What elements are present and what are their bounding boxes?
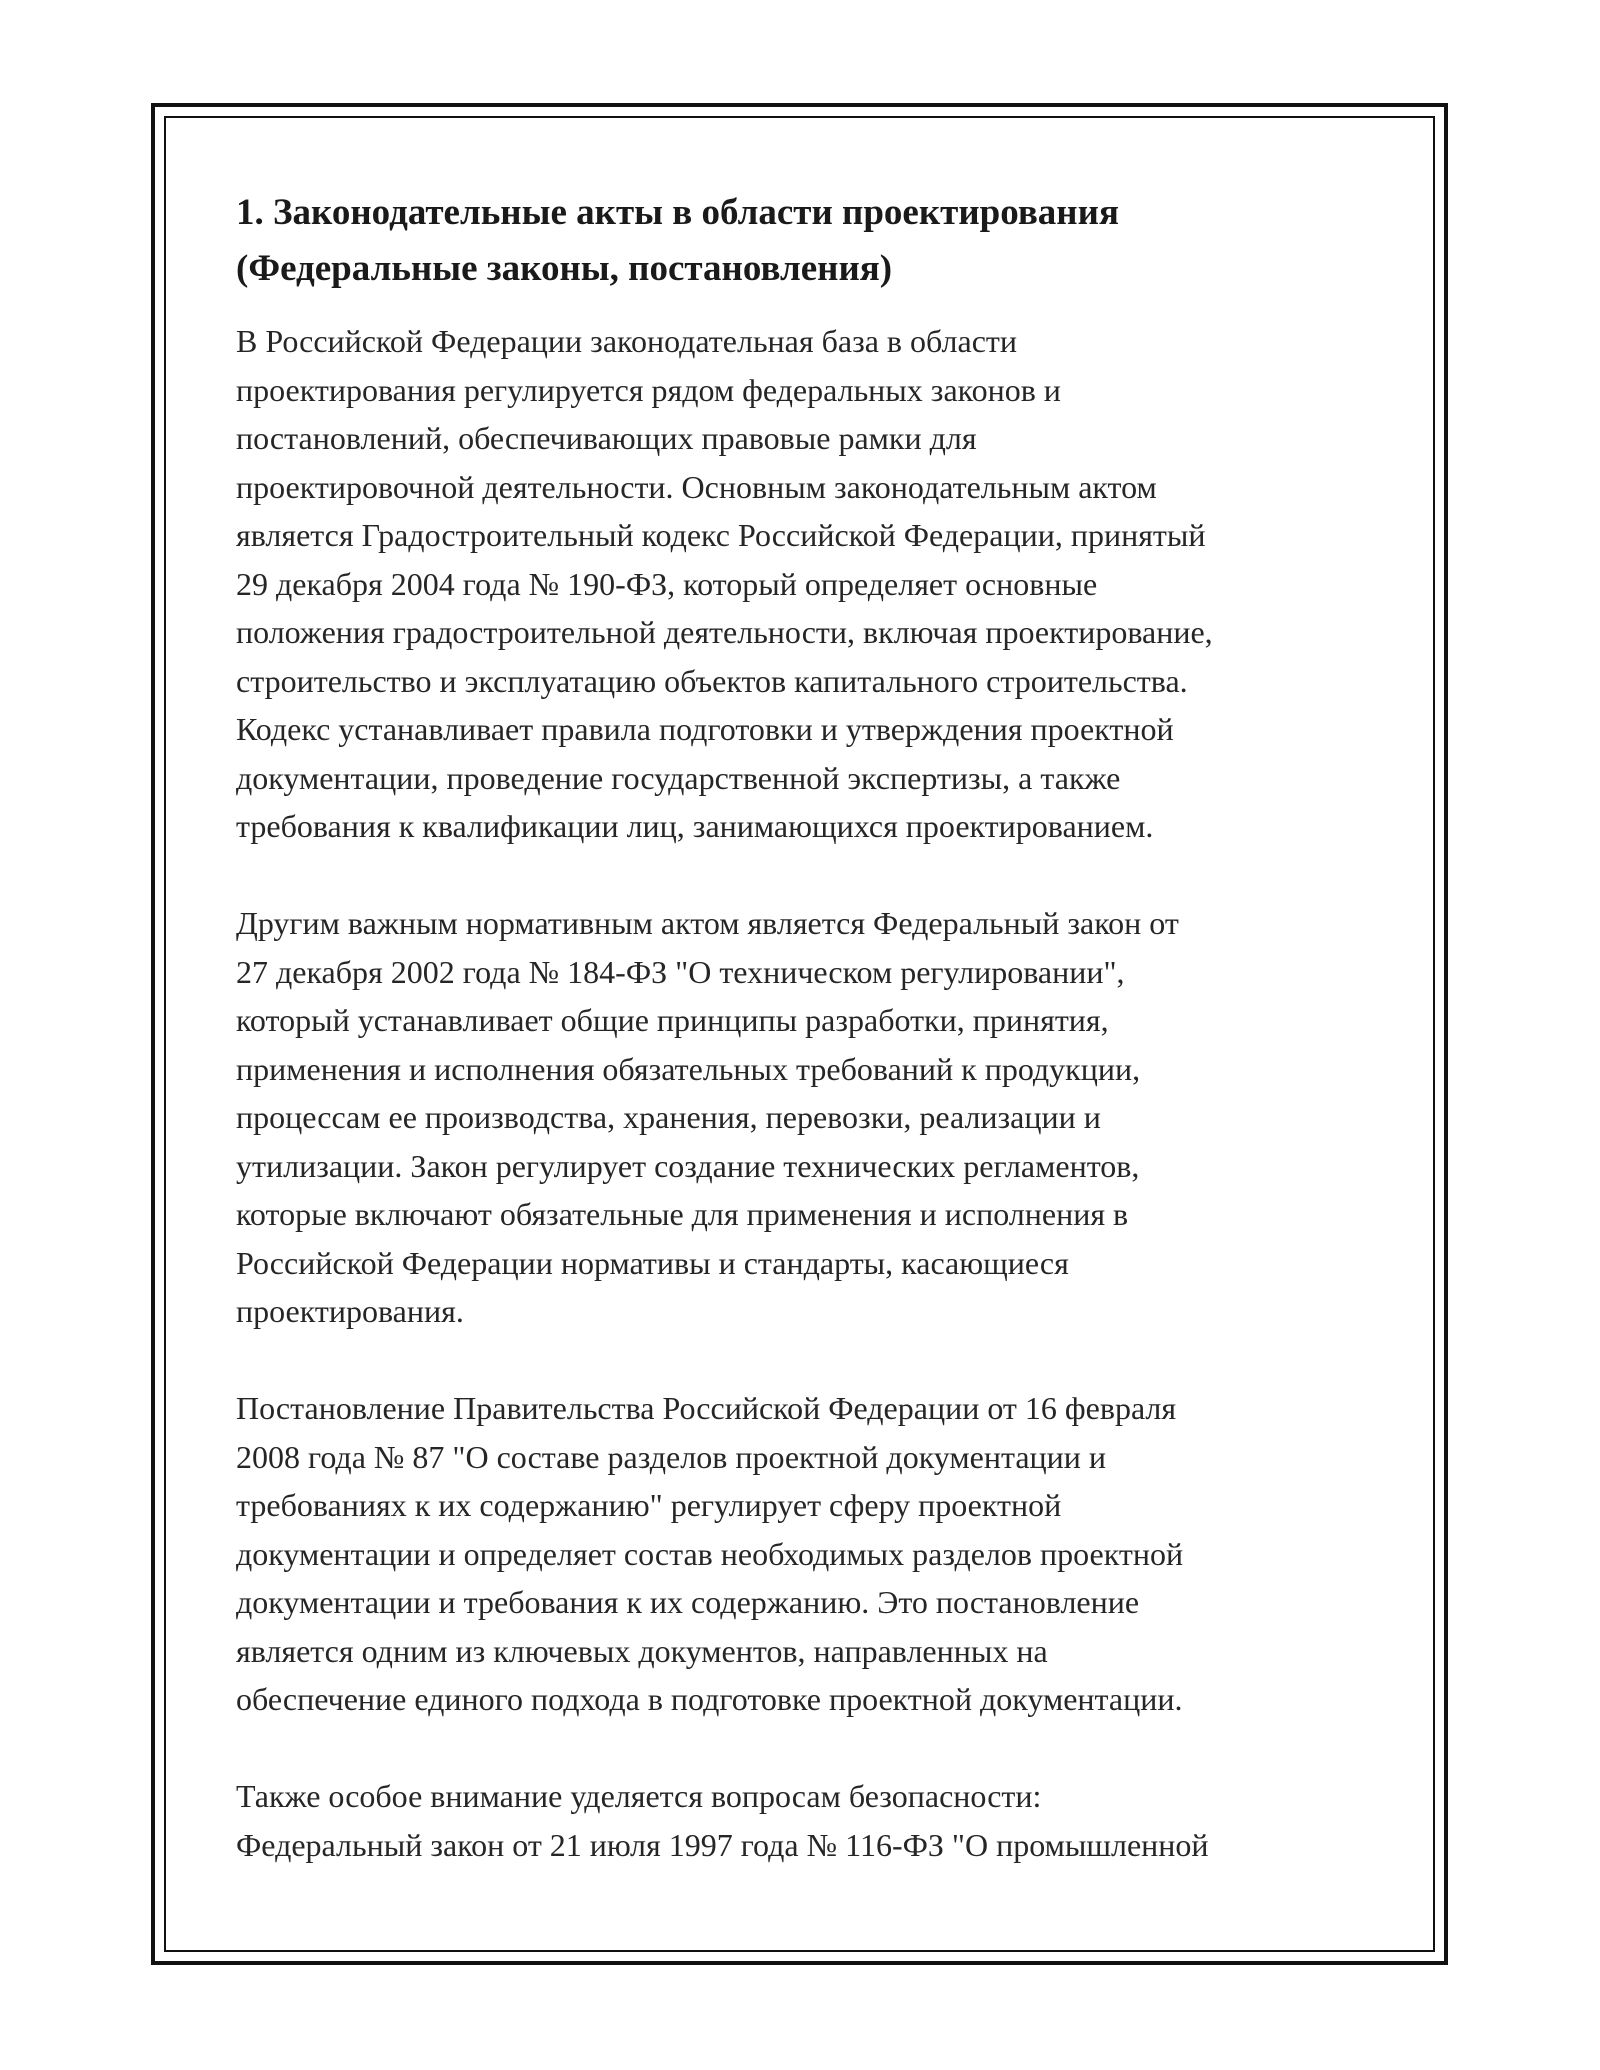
section-heading	[236, 185, 1366, 297]
text-line: В Российской Федерации законодательная база в области	[236, 323, 1017, 359]
text-line: является одним из ключевых документов, направленных на	[236, 1632, 1048, 1669]
paragraph-postanovlenie-87	[236, 1384, 1366, 1724]
text-line: которые включают обязательные для применения и исполнения в	[236, 1196, 1129, 1232]
text-line: строительство и эксплуатацию объектов капитального строительства.	[236, 662, 1188, 699]
text-line: положения градостроительной деятельности, включая проектирование,	[236, 614, 1213, 650]
text-line: требованиях к их содержанию" регулирует сферу проектной	[236, 1487, 1062, 1523]
paragraph-tekhnicheskoe-regulirovanie	[236, 899, 1366, 1336]
text-line: проектировочной деятельности. Основным законодательным актом	[236, 468, 1157, 505]
text-line: обеспечение единого подхода в подготовке проектной документации.	[236, 1681, 1183, 1717]
text-line: Постановление Правительства Российской Федерации от 16 февраля	[236, 1390, 1177, 1426]
text-line: постановлений, обеспечивающих правовые рамки для	[236, 420, 977, 456]
paragraph-gradostroitelny-kodeks	[236, 317, 1366, 851]
text-line: проектирования.	[236, 1293, 464, 1329]
text-line: документации и требования к их содержанию. Это постановление	[236, 1584, 1140, 1620]
text-line: Федеральный закон от 21 июля 1997 года № 116-ФЗ "О промышленной	[236, 1826, 1209, 1863]
text-line: проектирования регулируется рядом федеральных законов и	[236, 371, 1061, 408]
text-line: который устанавливает общие принципы разработки, принятия,	[236, 1002, 1109, 1038]
text-line: Также особое внимание уделяется вопросам безопасности:	[236, 1778, 1042, 1814]
text-line: требования к квалификации лиц, занимающихся проектированием.	[236, 808, 1154, 844]
text-line: документации и определяет состав необходимых разделов проектной	[236, 1535, 1184, 1572]
text-line: процессам ее производства, хранения, перевозки, реализации и	[236, 1099, 1101, 1135]
paragraph-promyshlennaya-bezopasnost	[236, 1772, 1366, 1869]
text-line: применения и исполнения обязательных требований к продукции,	[236, 1050, 1141, 1087]
heading-line: 1. Законодательные акты в области проектирования	[236, 192, 1119, 233]
text-line: является Градостроительный кодекс Российской Федерации, принятый	[236, 517, 1206, 553]
text-line: Российской Федерации нормативы и стандарты, касающиеся	[236, 1244, 1069, 1281]
document-content	[236, 185, 1366, 1918]
text-line: Другим важным нормативным актом является Федеральный закон от	[236, 905, 1179, 941]
text-line: 29 декабря 2004 года № 190-ФЗ, который определяет основные	[236, 565, 1098, 602]
heading-line: (Федеральные законы, постановления)	[236, 248, 893, 289]
text-line: утилизации. Закон регулирует создание технических регламентов,	[236, 1147, 1140, 1184]
text-line: Кодекс устанавливает правила подготовки и утверждения проектной	[236, 711, 1174, 747]
text-line: 27 декабря 2002 года № 184-ФЗ "О техническом регулировании",	[236, 953, 1125, 990]
text-line: 2008 года № 87 "О составе разделов проектной документации и	[236, 1438, 1107, 1475]
text-line: документации, проведение государственной экспертизы, а также	[236, 759, 1121, 796]
